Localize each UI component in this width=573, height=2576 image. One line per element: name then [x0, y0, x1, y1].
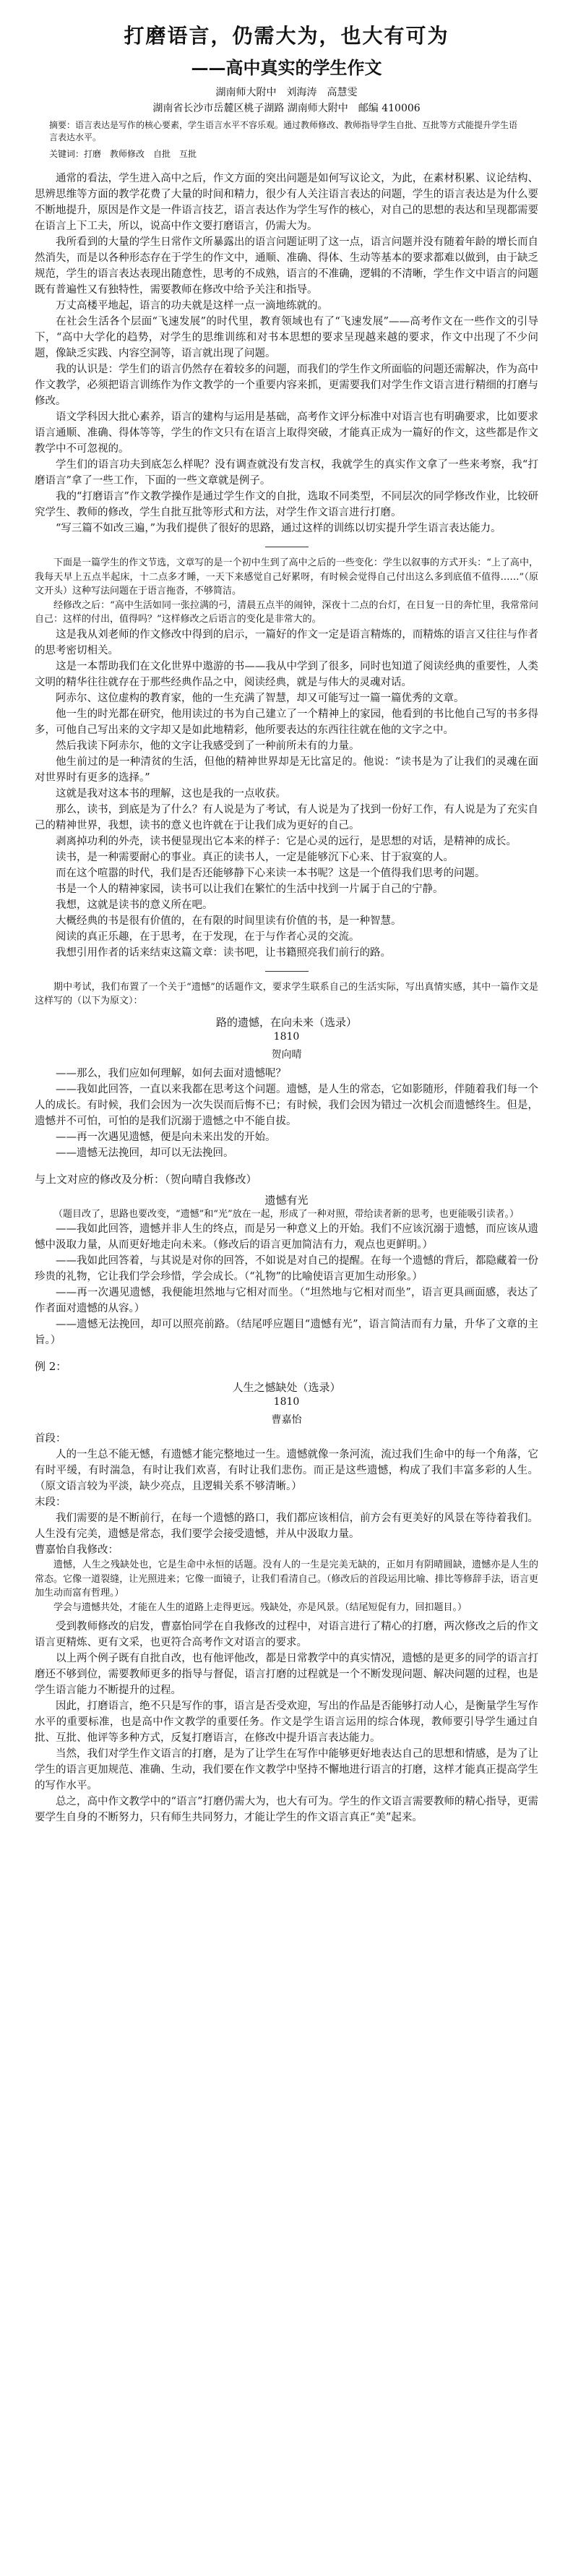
example1-paragraph: 大概经典的书是很有价值的，在有限的时间里读有价值的书，是一种智慧。 [56, 915, 402, 927]
intro-paragraph: “写三篇不如改三遍，”为我们提供了很好的思路，通过这样的训练以切实提升学生语言表达能力。 [56, 523, 501, 534]
example1-paragraph: 而在这个喧嚣的时代，我们是否还能够静下心来读一本书呢？这是一个值得我们思考的问题。 [56, 867, 486, 879]
closing-paragraph: 以上两个例子既有自批自改，也有他评他改，都是日常教学中的真实情况，遗憾的是更多的同学的语言打磨还不够到位，需要教师更多的指导与督促，语言打磨的过程就是一个不断发现问题、解决问题的过程，也是学生语言能力不断提升的过程。 [35, 1653, 538, 1696]
closing-section [35, 1619, 538, 1826]
section-divider [265, 971, 309, 972]
example3-section [35, 1358, 538, 1614]
intro-paragraph: 在社会生活各个层面“飞速发展”的时代里，教育领域也有了“飞速发展”——高考作文在一些作文的引导下，“高中大学化的趋势，对学生的思维训练和对书本思想的要求呈现越来越的要求，作文中出现了不少问题，像缺乏实践、内容空洞等，语言就出现了问题。 [35, 316, 538, 359]
revision-label: 与上文对应的修改及分析：（贺向晴自我修改） [35, 1172, 257, 1186]
example1-section [35, 556, 538, 961]
essay-sub-label: 曹嘉怡自我修改： [35, 1544, 119, 1556]
closing-paragraph: 因此，打磨语言，绝不只是写作的事，语言是否受欢迎，写出的作品是否能够打动人心，是衡量学生写作水平的重要标准，也是高中作文教学的重要任务。作文是学生语言运用的综合体现，教师要引导学生通过自批、互批、他评等多种方式，反复打磨语言，在修改中提升语言表达能力。 [35, 1700, 538, 1744]
revision-paragraph: ——遗憾无法挽回，却可以照亮前路。（结尾呼应题目“遗憾有光”，语言简洁而有力量，升华了文章的主旨。） [35, 1319, 538, 1346]
closing-paragraph: 当然，我们对学生作文语言的打磨，是为了让学生在写作中能够更好地表达自己的思想和情感，是为了让学生的语言更加规范、准确、生动，我们要在作文教学中坚持不懈地进行语言的打磨，这样才能真正提高学生的写作水平。 [35, 1748, 538, 1792]
example1-paragraph: 阅读的真正乐趣，在于思考，在于发现，在于与作者心灵的交流。 [56, 930, 360, 943]
intro-paragraph: 我所看到的大量的学生日常作文所暴露出的语言问题证明了这一点，语言问题并没有随着年龄的增长而自然消失，而是以各种形态存在于学生的作文中，通顺、准确、得体、生动等基本的要求都难以做到，由于缺乏规范，学生的语言表达表现出随意性，思考的不成熟，语言的不准确，逻辑的不清晰，学生作文中语言的问题既有普遍性又有独特性，需要教师在修改中给予关注和指导。 [35, 236, 538, 296]
essay-author: 贺向晴 [271, 1048, 302, 1061]
revision-paragraph: ——再一次遇见遗憾，我便能坦然地与它相对而坐。（“坦然地与它相对而坐”，语言更具画面感，表达了作者面对遗憾的从容。） [35, 1287, 538, 1314]
example2-intro: 期中考试，我们布置了一个关于“遗憾”的话题作文，要求学生联系自己的生活实际，写出真情实感，其中一篇作文是这样写的（以下为原文）： [35, 981, 538, 1006]
example1-paragraph: 我想，这就是读书的意义所在吧。 [56, 899, 213, 911]
essay-class: 1810 [273, 1030, 300, 1043]
keywords: 关键词：打磨 教师修改 自批 互批 [49, 149, 197, 159]
intro-paragraph: 我的“打磨语言”作文教学操作是通过学生作文的自批，选取不同类型，不同层次的同学修改作业，比较研究学生、教师的修改，学生自批互批等形式和方法，对学生作文语言进行打磨。 [35, 491, 538, 518]
article-subtitle: ——高中真实的学生作文 [191, 57, 382, 78]
example1-paragraph: 书是一个人的精神家园，读书可以让我们在繁忙的生活中找到一片属于自己的宁静。 [56, 883, 444, 895]
intro-paragraph: 通常的看法，学生进入高中之后，作文方面的突出问题是如何写议论文，为此，在素材积累、议论结构、思辨思维等方面的教学花费了大量的时间和精力，很少有人关注语言表达的问题，学生的语言表达是为什么要不断地提升，原因是作文是一件语言技艺，语言表达作为学生写作的核心，对自己的思想的表达和呈现都需要在语言上下工夫，所以，说高中作文要打磨语言，仍需大为。 [35, 173, 538, 232]
essay-paragraph: 人的一生总不能无憾，有遗憾才能完整地过一生。遗憾就像一条河流，流过我们生命中的每一个角落，它有时平缓，有时湍急，有时让我们欢喜，有时让我们悲伤。而正是这些遗憾，构成了我们丰富多彩的人生。（原文语言较为平淡，缺少亮点，且逻辑关系不够清晰。） [35, 1449, 538, 1492]
example1-paragraph: 他一生的时光都在研究，他用读过的书为自己建立了一个精神上的家园，他看到的书比他自己写的书多得多，可他自己写出来的文字却又是如此地精彩，他所要表达的东西往往就在他的文字之中。 [35, 708, 538, 736]
revision-essay-title: 遗憾有光 [264, 1193, 309, 1207]
essay-sub-label: 末段： [35, 1497, 66, 1508]
example1-paragraph: 这就是我对这本书的理解，这也是我的一点收获。 [56, 787, 286, 800]
example1-paragraph: 那么，读书，到底是为了什么？有人说是为了考试，有人说是为了找到一份好工作，有人说是为了充实自己的精神世界，我想，读书的意义也许就在于让我们成为更好的自己。 [35, 803, 538, 831]
essay-paragraph: ——再一次遇见遗憾，便是向未来出发的开始。 [56, 1131, 276, 1143]
essay-paragraph: ——遗憾无法挽回，却可以无法挽回。 [56, 1147, 234, 1159]
essay-paragraph: ——我如此回答，一直以来我都在思考这个问题。遗憾，是人生的常态，它如影随形，伴随着我们每一个人的成长。有时候，我们会因为一次失误而后悔不已；有时候，我们会因为错过一次机会而遗憾终生。但是，遗憾并不可怕，可怕的是我们沉溺于遗憾之中不能自拔。 [35, 1083, 538, 1127]
example1-paragraph: 这是一本帮助我们在文化世界中遨游的书——我从中学到了很多，同时也知道了阅读经典的重要性，人类文明的精华往往就存在于那些经典作品之中，阅读经典，就是与伟大的灵魂对话。 [35, 660, 538, 688]
essay-author: 曹嘉怡 [271, 1414, 302, 1426]
essay-paragraph: 我们需要的是不断前行，在每一个遗憾的路口，我们都应该相信，前方会有更美好的风景在等待着我们。人生没有完美，遗憾是常态，我们要学会接受遗憾，并从中汲取力量。 [35, 1512, 538, 1540]
essay-title: 人生之憾缺处（选录） [232, 1381, 341, 1394]
example3-label: 例 2： [35, 1360, 67, 1373]
essay-title: 路的遗憾，在向未来（选录） [215, 1015, 357, 1029]
example1-paragraph: 这是我从刘老师的作文修改中得到的启示，一篇好的作文一定是语言精炼的，而精炼的语言又往往与作者的思考密切相关。 [35, 628, 538, 656]
example1-paragraph: 剥离掉功利的外壳，读书便显现出它本来的样子：它是心灵的远行，是思想的对话，是精神的成长。 [56, 835, 517, 847]
intro-section [35, 171, 538, 536]
example1-paragraph: 下面是一篇学生的作文节选，文章写的是一个初中生到了高中之后的一些变化：学生以叙事的方式开头：“上了高中，我每天早上五点半起床，十二点多才睡，一天下来感觉自己好累呀，有时候会觉得自己付出这么多到底值不值得……”（原文开头）这种写法问题在于语言拖沓，不够简洁。 [35, 557, 538, 596]
essay-class: 1810 [273, 1396, 300, 1408]
example1-paragraph: 经修改之后：“高中生活如同一张拉满的弓，清晨五点半的闹钟，深夜十二点的台灯，在日复一日的奔忙里，我常常问自己：这样的付出，值得吗？”这样修改之后语言的变化是非常大的。 [35, 599, 538, 625]
revision-paragraph: ——我如此回答，遗憾并非人生的终点，而是另一种意义上的开始。我们不应该沉溺于遗憾，而应该从遗憾中汲取力量，从而更好地走向未来。（修改后的语言更加简洁有力，观点也更鲜明。） [35, 1223, 538, 1251]
article-affiliation: 湖南省长沙市岳麓区桃子湖路 湖南师大附中 邮编 410006 [152, 103, 421, 114]
example2-section [35, 980, 538, 1161]
essay-paragraph: ——那么，我们应如何理解，如何去面对遗憾呢？ [56, 1067, 286, 1079]
intro-paragraph: 学生们的语言功夫到底怎么样呢？没有调查就没有发言权，我就学生的真实作文拿了一些来考察，我“打磨语言”拿了一些工作，下面的一些文章就是例子。 [35, 459, 538, 487]
revision-paragraph: （题目改了，思路也要改变，“遗憾”和“光”放在一起，形成了一种对照，带给读者新的思考，也更能吸引读者。） [53, 1208, 520, 1220]
intro-paragraph: 万丈高楼平地起，语言的功夫就是这样一点一滴地练就的。 [56, 300, 328, 312]
essay-paragraph: 遗憾，人生之残缺处也，它是生命中永恒的话题。没有人的一生是完美无缺的，正如月有阴晴圆缺，遗憾亦是人生的常态。它像一道裂缝，让光照进来；它像一面镜子，让我们看清自己。（修改后的首段运用比喻、排比等修辞手法，语言更加生动而富有哲理。） [35, 1559, 538, 1599]
essay-paragraph: 学会与遗憾共处，才能在人生的道路上走得更远。残缺处，亦是风景。（结尾短促有力，回扣题目。） [53, 1601, 468, 1613]
essay-sub-label: 首段： [35, 1433, 66, 1445]
revision-paragraph: ——我如此回答着，与其说是对你的回答，不如说是对自己的提醒。在每一个遗憾的背后，都隐藏着一份珍贵的礼物，它让我们学会珍惜，学会成长。（“礼物”的比喻使语言更加生动形象。） [35, 1255, 538, 1283]
revision-section [35, 1171, 538, 1349]
closing-paragraph: 总之，高中作文教学中的“语言”打磨仍需大为，也大有可为。学生的作文语言需要教师的精心指导，更需要学生自身的不断努力，只有师生共同努力，才能让学生的作文语言真正“美”起来。 [35, 1796, 538, 1823]
article-title: 打磨语言，仍需大为，也大有可为 [124, 24, 449, 48]
intro-paragraph: 我的认识是：学生们的语言仍然存在着较多的问题，而我们的学生作文所面临的问题还需解决，作为高中作文教学，必须把语言训练作为作文教学的一个重要内容来抓，更需要我们对学生作文语言进行精细的打磨与修改。 [35, 364, 538, 407]
example1-paragraph: 我想引用作者的话来结束这篇文章：读书吧，让书籍照亮我们前行的路。 [56, 946, 391, 959]
closing-paragraph: 受到教师修改的启发，曹嘉怡同学在自我修改的过程中，对语言进行了精心的打磨，两次修改之后的作文语言更精炼、更有文采，也更符合高考作文对语言的要求。 [35, 1621, 538, 1648]
example1-paragraph: 读书，是一种需要耐心的事业。真正的读书人，一定是能够沉下心来、甘于寂寞的人。 [56, 851, 454, 863]
example1-paragraph: 他生前过的是一种清贫的生活，但他的精神世界却是无比富足的。他说：“读书是为了让我们的灵魂在面对世界时有更多的选择。” [35, 756, 538, 784]
example1-paragraph: 然后我读下阿赤尔，他的文字让我感受到了一种前所未有的力量。 [56, 740, 360, 752]
abstract: 摘要：语言表达是写作的核心要素，学生语言水平不容乐观。通过教师修改、教师指导学生自批、互批等方式能提升学生语言表达水平。 [49, 120, 518, 142]
example1-paragraph: 阿赤尔、这位虚构的教育家，他的一生充满了智慧，却又可能写过一篇一篇优秀的文章。 [56, 692, 465, 704]
article-authors: 湖南师大附中 刘海涛 高慧雯 [215, 87, 358, 98]
intro-paragraph: 语文学科因大批心素养，语言的建构与运用是基础，高考作文评分标准中对语言也有明确要求，比如要求语言通顺、准确、得体等等，学生的作文只有在语言上取得突破，才能真正成为一篇好的作文，这些都是作文教学中不可忽视的。 [35, 411, 538, 455]
